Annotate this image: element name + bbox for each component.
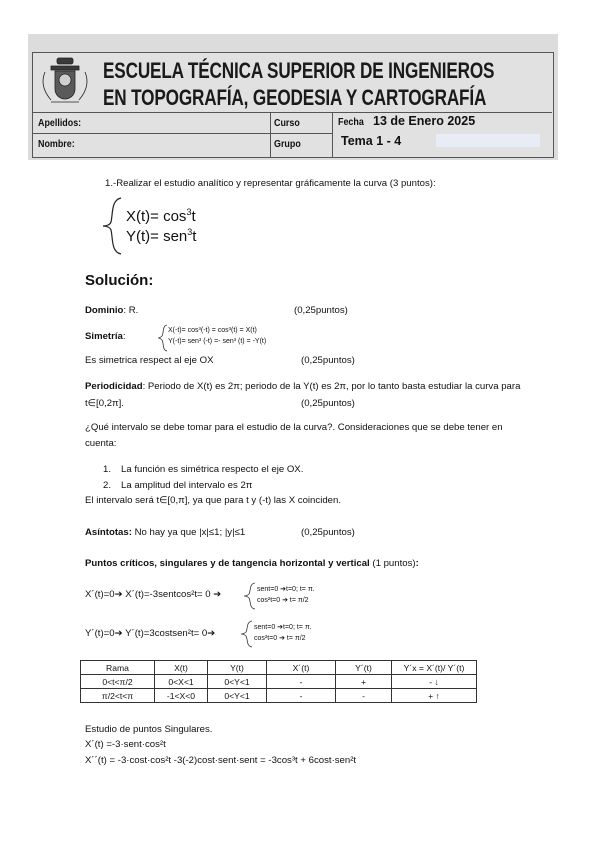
- grupo-label: Grupo: [274, 138, 301, 150]
- simetria-line: Simetría:: [85, 331, 126, 342]
- table-cell: + ↑: [392, 689, 477, 703]
- solution-heading: Solución:: [85, 272, 154, 289]
- question-line2: cuenta:: [85, 438, 117, 449]
- header-row-divider-2: [270, 133, 332, 134]
- table-cell: 0<Y<1: [208, 675, 267, 689]
- apellidos-label: Apellidos:: [38, 117, 82, 129]
- question-line1: ¿Qué intervalo se debe tomar para el estudio de la curva?. Consideraciones que se debe tener en: [85, 422, 503, 433]
- table-header-row: [81, 661, 477, 675]
- periodicidad-points: (0,25puntos): [301, 398, 355, 409]
- table-cell: 0<t<π/2: [81, 675, 155, 689]
- simetria-y: Y(-t)= sen³ (-t) =- sen³ (t) = -Y(t): [168, 338, 267, 345]
- nombre-label: Nombre:: [38, 138, 75, 150]
- header-row-divider: [32, 133, 270, 134]
- x-equation: $X(t)= \cos^3t$: [126, 207, 196, 225]
- y-equation: Y(t)= sen$^3$t: [126, 227, 197, 245]
- table-cell: 0<X<1: [155, 675, 208, 689]
- singulares-heading: Estudio de puntos Singulares.: [85, 724, 213, 735]
- highlight-field: [436, 134, 540, 147]
- xprime-solution-2: cos²t=0 ➔ t= π/2: [257, 597, 309, 604]
- asintotas-line: Asíntotas: No hay ya que |x|≤1; |y|≤1: [85, 527, 246, 538]
- table-row: [81, 689, 477, 703]
- list-item-2: La amplitud del intervalo es 2π: [121, 480, 253, 491]
- fecha-value: 13 de Enero 2025: [373, 114, 476, 128]
- table-header: X´(t): [267, 661, 336, 675]
- yprime-equation: Y´(t)=0➔ Y´(t)=3costsen²t= 0➔: [85, 628, 216, 639]
- xprime-solution-1: sent=0 ➔t=0; t= π.: [257, 586, 315, 593]
- simetria-x: X(-t)= cos³(-t) = cos³(t) = X(t): [168, 327, 257, 334]
- table-cell: 0<Y<1: [208, 689, 267, 703]
- table-cell: - ↓: [392, 675, 477, 689]
- table-cell: -: [336, 689, 392, 703]
- xprime-equation: X´(t)=0➔ X´(t)=-3sentcos²t= 0 ➔: [85, 589, 222, 600]
- periodicidad-line: Periodicidad: Periodo de X(t) es 2π; periodo de la Y(t) es 2π, por lo tanto basta estudiar la curva para: [85, 381, 521, 392]
- yprime-solution-2: cos²t=0 ➔ t= π/2: [254, 635, 306, 642]
- yprime-brace-icon: [240, 620, 254, 648]
- table-cell: +: [336, 675, 392, 689]
- school-title-line2: EN TOPOGRAFÍA, GEODESIA Y CARTOGRAFÍA: [103, 85, 487, 110]
- dominio-line: Dominio: R.: [85, 305, 139, 316]
- list-item-1: La función es simétrica respecto el eje OX.: [121, 464, 304, 475]
- xprime-brace-icon: [243, 582, 257, 610]
- dominio-points: (0,25puntos): [294, 305, 348, 316]
- table-header: X(t): [155, 661, 208, 675]
- table-header: Rama: [81, 661, 155, 675]
- intervalo-text: El intervalo será t∈[0,π], ya que para t y (-t) las X coinciden.: [85, 495, 341, 506]
- table-cell: -1<X<0: [155, 689, 208, 703]
- list-num-2: 2.: [103, 480, 112, 491]
- x-first-derivative: X´(t) =-3·sent·cos²t: [85, 739, 166, 750]
- problem-statement: 1.-Realizar el estudio analítico y representar gráficamente la curva (3 puntos):: [105, 178, 436, 189]
- school-title-line1: ESCUELA TÉCNICA SUPERIOR DE INGENIEROS: [103, 58, 495, 83]
- table-cell: π/2<t<π: [81, 689, 155, 703]
- branches-table: [80, 660, 477, 703]
- yprime-solution-1: sent=0 ➔t=0; t= π.: [254, 624, 312, 631]
- periodicidad-line2: t∈[0,2π].: [85, 398, 124, 409]
- simetrica-points: (0,25puntos): [301, 355, 355, 366]
- table-header: Y´x = X´(t)/ Y´(t): [392, 661, 477, 675]
- curve-brace-icon: [101, 196, 125, 256]
- table-header: Y(t): [208, 661, 267, 675]
- header-col-divider-2: [332, 113, 333, 157]
- tema-value: Tema 1 - 4: [341, 134, 402, 148]
- simetrica-text: Es simetrica respect al eje OX: [85, 355, 214, 366]
- table-header: Y´(t): [336, 661, 392, 675]
- table-cell: -: [267, 689, 336, 703]
- fecha-label: Fecha: [338, 116, 364, 128]
- school-crest-icon: [37, 54, 93, 110]
- asintotas-points: (0,25puntos): [301, 527, 355, 538]
- table-cell: -: [267, 675, 336, 689]
- puntos-heading: Puntos críticos, singulares y de tangencia horizontal y vertical (1 puntos):: [85, 558, 419, 569]
- table-row: [81, 675, 477, 689]
- list-num-1: 1.: [103, 464, 112, 475]
- curso-label: Curso: [274, 117, 300, 129]
- header-col-divider: [270, 113, 271, 157]
- x-second-derivative: X´´(t) = -3·cost·cos²t -3(-2)cost·sent·sent = -3cos³t + 6cost·sen²t: [85, 755, 357, 766]
